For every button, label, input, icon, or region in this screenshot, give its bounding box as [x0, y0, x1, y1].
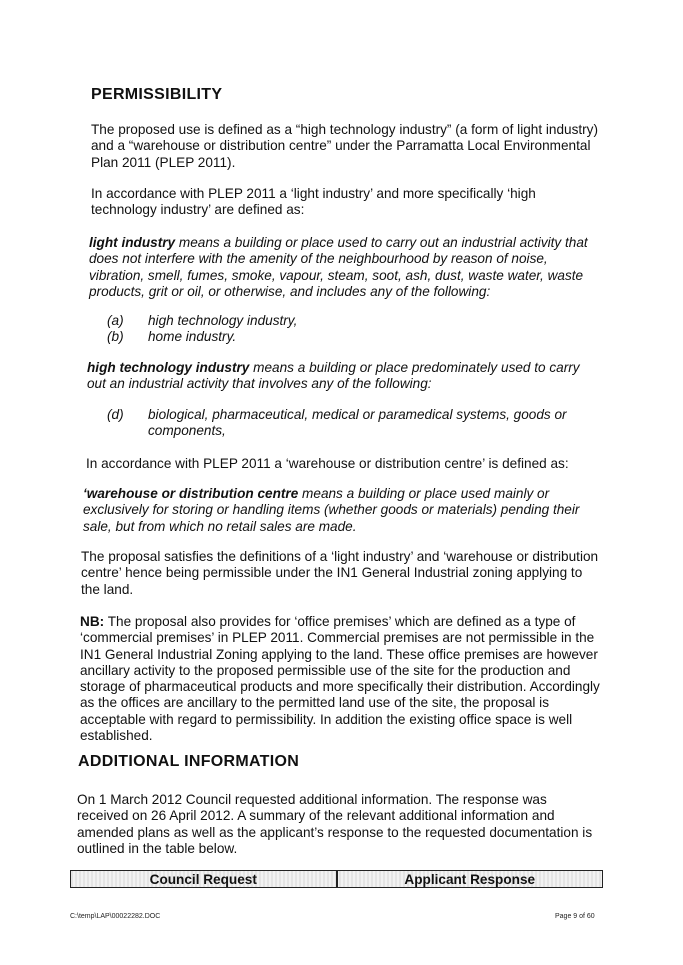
definition-warehouse-text: means a building or place used mainly or exclusively for storing or handling items (whether goods or materials) pending their sale, but from which no retail sales are made. — [83, 486, 580, 534]
paragraph-light-industry-intro: In accordance with PLEP 2011 a ‘light industry’ and more specifically ‘high technology industry’ are defined as: — [91, 186, 536, 218]
term-warehouse: ‘warehouse or distribution centre — [83, 486, 299, 501]
term-high-technology-industry: high technology industry — [87, 360, 250, 375]
request-response-table — [70, 870, 603, 888]
definition-high-technology-industry — [87, 360, 597, 393]
list-text: home industry. — [148, 329, 237, 344]
paragraph-additional-information: On 1 March 2012 Council requested additional information. The response was received on 26 April 2012. A summary of the relevant additional information and amended plans as well as the applicant’s response to the requested documentation is outlined in the table below. — [77, 792, 593, 856]
list-item-d — [107, 407, 597, 441]
paragraph-warehouse-intro: In accordance with PLEP 2011 a ‘warehouse or distribution centre’ is defined as: — [86, 456, 569, 471]
nb-text: The proposal also provides for ‘office premises’ which are defined as a type of ‘commercial premises’ in PLEP 2011. Commercial premises are not permissible in the IN1 General Industrial Zoning applying to the land. These office premises are however ancillary activity to the proposed permissible use of the site for the production and storage of pharmaceutical products and more specifically their distribution. Accordingly as the offices are ancillary to the permitted land use of the site, the proposal is acceptable with regard to permissibility. In addition the existing office space is well established. — [80, 614, 600, 744]
paragraph-nb — [80, 614, 602, 744]
heading-additional-information: ADDITIONAL INFORMATION — [78, 753, 300, 770]
table-header-applicant-response: Applicant Response — [336, 871, 603, 887]
list-marker: (a) — [107, 313, 124, 328]
list-item-b — [107, 329, 407, 346]
definition-light-industry-text: means a building or place used to carry out an industrial activity that does not interfere with the amenity of the neighbourhood by reason of noise, vibration, smell, fumes, smoke, vapour, steam, soot, ash, dust, waste water, waste products, grit or oil, or otherwise, and includes any of the following: — [89, 235, 588, 299]
term-light-industry: light industry — [89, 235, 176, 250]
heading-permissibility: PERMISSIBILITY — [91, 86, 223, 103]
list-marker: (b) — [107, 329, 124, 344]
nb-label: NB: — [80, 614, 105, 629]
definition-light-industry — [89, 235, 599, 300]
list-marker: (d) — [107, 407, 124, 422]
list-text: biological, pharmaceutical, medical or paramedical systems, goods or components, — [148, 407, 567, 439]
footer-file-path: C:\temp\LAP\00022282.DOC — [70, 913, 161, 920]
table-header-council-request: Council Request — [149, 871, 257, 887]
paragraph-satisfies-definitions: The proposal satisfies the definitions of a ‘light industry’ and ‘warehouse or distribution centre’ hence being permissible under the IN1 General Industrial zoning applying to the land. — [81, 549, 599, 597]
definition-warehouse — [83, 486, 599, 535]
definition-high-technology-text: means a building or place predominately used to carry out an industrial activity that involves any of the following: — [87, 360, 580, 392]
list-text: high technology industry, — [148, 313, 298, 328]
list-item-a — [107, 313, 407, 330]
paragraph-proposed-use: The proposed use is defined as a “high technology industry” (a form of light industry) and a “warehouse or distribution centre” under the Parramatta Local Environmental Plan 2011 (PLEP 2011). — [91, 122, 599, 170]
footer-page-number: Page 9 of 60 — [555, 913, 595, 920]
